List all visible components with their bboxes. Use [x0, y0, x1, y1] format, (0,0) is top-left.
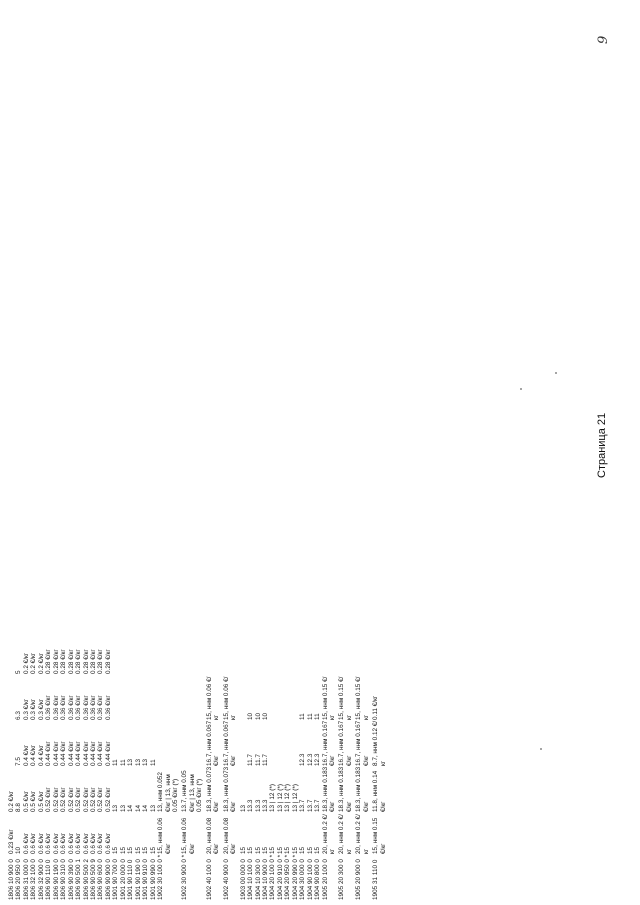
- rate-cell: 13: [112, 804, 120, 812]
- rate-cell: 20, ннм 0.08 €/кг: [222, 817, 238, 854]
- rate-cell: 13.3: [261, 799, 269, 812]
- tariff-code-cell: 1904 10 300 0: [254, 859, 262, 900]
- rate-cell: 0.5 €/кг: [22, 790, 30, 812]
- rate-cell: 15, ннм 0.15 €/кг: [372, 817, 387, 854]
- rate-cell: 13: [134, 758, 142, 766]
- table-row: [247, 400, 254, 900]
- table-row: [240, 400, 247, 900]
- rate-cell: 16.7, ннм 0.167 €/кг: [338, 720, 353, 766]
- table-row: [355, 400, 370, 900]
- table-row: [45, 400, 52, 900]
- rate-cell: 16.7, ннм 0.067 €/кг: [222, 720, 238, 766]
- rate-cell: 15, ннм 0.15 €/кг: [321, 676, 337, 720]
- tariff-code-cell: 1904 30 000 0: [299, 859, 307, 900]
- tariff-code-cell: 1806 90 500 9: [89, 859, 97, 900]
- table-row: [277, 400, 284, 900]
- rate-cell: 15: [247, 846, 255, 854]
- rate-cell: 15: [314, 846, 322, 854]
- rate-cell: 10: [254, 712, 262, 720]
- rate-cell: 13 | 12 (*): [276, 784, 284, 812]
- rate-cell: 0.11 €/кг: [372, 695, 380, 720]
- table-row: [23, 400, 30, 900]
- tariff-code-cell: 1806 90 600 0: [97, 859, 105, 900]
- rate-cell: 0.28 €/кг: [60, 649, 68, 674]
- rate-cell: 15, ннм 0.06 €/кг: [222, 676, 238, 720]
- rate-cell: 7.5: [15, 757, 23, 766]
- table-row: [15, 400, 22, 900]
- rate-cell: 16.7, ннм 0.067 €/кг: [205, 720, 221, 766]
- rate-cell: 20, ннм 0.2 €/кг: [338, 814, 353, 854]
- rate-cell: 0.36 €/кг: [45, 695, 53, 720]
- rate-cell: 0.52 €/кг: [104, 787, 112, 812]
- tariff-code-cell: 1901 90 910 0: [142, 859, 150, 900]
- rate-cell: 0.23 €/кг: [8, 829, 15, 854]
- rate-cell: 0.52 €/кг: [60, 787, 68, 812]
- rate-cell: 0.6 €/кг: [37, 832, 45, 854]
- tariff-code-cell: 1806 10 900 0: [8, 859, 15, 900]
- rate-cell: 15: [269, 846, 277, 854]
- rate-cell: 10: [247, 712, 255, 720]
- table-row: [269, 400, 276, 900]
- rate-cell: 0.4 €/кг: [22, 744, 30, 766]
- rate-cell: 0.28 €/кг: [97, 649, 105, 674]
- tariff-code-cell: 1905 20 300 0: [338, 859, 346, 900]
- rate-cell: 0.28 €/кг: [89, 649, 97, 674]
- rate-cell: 0.28 €/кг: [104, 649, 112, 674]
- table-row: [60, 400, 67, 900]
- rate-cell: 12.3: [299, 753, 307, 766]
- rate-cell: 13: [119, 804, 127, 812]
- rate-cell: 10: [261, 712, 269, 720]
- table-row: [97, 400, 104, 900]
- rate-cell: 0.44 €/кг: [75, 741, 83, 766]
- rate-cell: 0.3 €/кг: [37, 698, 45, 720]
- rate-cell: 20, ннм 0.2 €/кг: [355, 814, 370, 854]
- table-row: [157, 400, 179, 900]
- rate-cell: 15: [112, 846, 120, 854]
- rate-cell: 11: [112, 759, 120, 766]
- rate-cell: 0.6 €/кг: [45, 832, 53, 854]
- rate-cell: 13: [239, 804, 247, 812]
- rate-cell: 13.7: [299, 799, 307, 812]
- tariff-code-cell: 1806 20 950 0: [15, 859, 23, 900]
- rate-cell: 13.3: [254, 799, 262, 812]
- rate-cell: 15: [306, 846, 314, 854]
- table-row: [38, 400, 45, 900]
- rate-cell: 0.44 €/кг: [82, 741, 90, 766]
- rate-cell: 0.36 €/кг: [89, 695, 97, 720]
- rate-cell: 18.3, ннм 0.183 €/кг: [355, 766, 370, 812]
- table-row: [181, 400, 203, 900]
- rate-cell: 14: [134, 804, 142, 812]
- rate-cell: 0.3 €/кг: [30, 698, 38, 720]
- rate-cell: 0.6 €/кг: [22, 832, 30, 854]
- rate-cell: 20, ннм 0.2 €/кг: [321, 814, 337, 854]
- table-row: [105, 400, 112, 900]
- table-row: [314, 400, 321, 900]
- rate-cell: 15: [119, 846, 127, 854]
- tariff-code-cell: 1806 90 900 0: [104, 859, 112, 900]
- tariff-code-cell: 1904 10 100 0: [247, 859, 255, 900]
- rate-cell: 0.4 €/кг: [30, 744, 38, 766]
- rate-cell: 13 | 12 (*): [284, 784, 292, 812]
- tariff-code-cell: 1806 32 100 0: [30, 859, 38, 900]
- handwritten-page-mark: 9: [596, 35, 611, 44]
- rate-cell: 15: [127, 846, 135, 854]
- rate-cell: 0.6 €/кг: [67, 832, 75, 854]
- rate-cell: 0.52 €/кг: [67, 787, 75, 812]
- rate-cell: 0.3 €/кг: [22, 698, 30, 720]
- tariff-code-cell: 1902 30 900 0 *: [181, 854, 189, 900]
- rate-cell: 13.7, ннм 0.05 €/кг | 13, ннм 0.05 €/кг (*): [181, 770, 204, 812]
- rate-cell: 15: [299, 846, 307, 854]
- scan-speck: [540, 748, 542, 750]
- rate-cell: 18.3, ннм 0.183 €/кг: [321, 766, 337, 812]
- rate-cell: 0.36 €/кг: [60, 695, 68, 720]
- table-row: [90, 400, 97, 900]
- tariff-code-cell: 1904 90 800 0: [314, 859, 322, 900]
- tariff-code-cell: 1901 20 000 0: [119, 859, 127, 900]
- rate-cell: 11.7: [247, 754, 255, 766]
- rate-cell: 14: [127, 804, 135, 812]
- rate-cell: 0.52 €/кг: [52, 787, 60, 812]
- table-row: [338, 400, 353, 900]
- rate-cell: 11: [299, 713, 307, 720]
- rate-cell: 0.52 €/кг: [97, 787, 105, 812]
- rate-cell: 14: [142, 804, 150, 812]
- rate-cell: 0.44 €/кг: [45, 741, 53, 766]
- tariff-code-cell: 1806 90 500 2: [82, 859, 90, 900]
- tariff-code-cell: 1904 20 950 0 *: [284, 854, 292, 900]
- rate-cell: 16.7, ннм 0.167 €/кг: [321, 720, 337, 766]
- tariff-table: [8, 400, 387, 900]
- rate-cell: 0.2 €/кг: [22, 652, 30, 674]
- rate-cell: 11: [119, 759, 127, 766]
- rate-cell: 0.6 €/кг: [60, 832, 68, 854]
- rate-cell: 15: [291, 846, 299, 854]
- table-row: [284, 400, 291, 900]
- table-row: [127, 400, 134, 900]
- tariff-code-cell: 1904 20 100 0 *: [269, 854, 277, 900]
- rate-cell: 0.6 €/кг: [104, 832, 112, 854]
- tariff-code-cell: 1806 90 110 0: [45, 859, 53, 900]
- rate-cell: 15: [261, 846, 269, 854]
- rate-cell: 0.5 €/кг: [30, 790, 38, 812]
- rate-cell: 0.44 €/кг: [97, 741, 105, 766]
- scan-speck: [555, 372, 557, 374]
- table-row: [292, 400, 299, 900]
- table-row: [255, 400, 262, 900]
- table-row: [223, 400, 238, 900]
- rate-cell: 11: [314, 713, 322, 720]
- tariff-code-cell: 1904 10 900 0: [261, 859, 269, 900]
- rate-cell: 0.2 €/кг: [30, 652, 38, 674]
- rate-cell: 13, ннм 0.052 €/кг | 13, ннм 0.05 €/кг (*): [157, 772, 179, 812]
- rate-cell: 13 | 12 (*): [269, 784, 277, 812]
- tariff-code-cell: 1901 90 700 0: [112, 859, 120, 900]
- rate-cell: 0.6 €/кг: [82, 832, 90, 854]
- rate-cell: 6.3: [15, 711, 23, 720]
- rate-cell: 11.7: [261, 754, 269, 766]
- tariff-code-cell: 1905 31 110 0: [372, 859, 380, 900]
- rate-cell: 0.44 €/кг: [104, 741, 112, 766]
- rate-cell: 0.44 €/кг: [60, 741, 68, 766]
- rate-cell: 15, ннм 0.06 €/кг: [181, 817, 196, 854]
- rate-cell: 11: [306, 713, 314, 720]
- table-row: [135, 400, 142, 900]
- rate-cell: 15, ннм 0.06 €/кг: [205, 676, 221, 720]
- rate-cell: 13: [127, 758, 135, 766]
- table-row: [8, 400, 15, 900]
- rate-cell: 0.6 €/кг: [30, 832, 38, 854]
- rate-cell: 13 | 12 (*): [291, 784, 299, 812]
- tariff-code-cell: 1901 90 190 0: [134, 859, 142, 900]
- table-row: [68, 400, 75, 900]
- rate-cell: 13.7: [314, 799, 322, 812]
- rate-cell: 15: [142, 846, 150, 854]
- table-row: [299, 400, 306, 900]
- table-row: [262, 400, 269, 900]
- tariff-code-cell: 1806 90 190 0: [52, 859, 60, 900]
- tariff-code-cell: 1806 31 000 0: [22, 859, 30, 900]
- table-row: [75, 400, 82, 900]
- table-row: [142, 400, 149, 900]
- rate-cell: 13: [149, 804, 157, 812]
- tariff-code-cell: 1902 40 900 0: [222, 859, 230, 900]
- rate-cell: 0.28 €/кг: [45, 649, 53, 674]
- rate-cell: 0.28 €/кг: [75, 649, 83, 674]
- rate-cell: 11.7: [254, 754, 262, 766]
- rate-cell: 0.44 €/кг: [89, 741, 97, 766]
- rate-cell: 0.6 €/кг: [75, 832, 83, 854]
- rate-cell: 0.44 €/кг: [52, 741, 60, 766]
- rate-cell: 0.6 €/кг: [97, 832, 105, 854]
- rate-cell: 0.2 €/кг: [8, 790, 15, 812]
- rate-cell: 13.7: [306, 799, 314, 812]
- page-number-label: Страница 21: [596, 412, 608, 478]
- rate-cell: 18.3, ннм 0.183 €/кг: [338, 766, 353, 812]
- tariff-code-cell: 1904 20 990 0 *: [291, 854, 299, 900]
- rate-cell: 0.52 €/кг: [75, 787, 83, 812]
- rate-cell: 0.36 €/кг: [75, 695, 83, 720]
- tariff-code-cell: 1901 90 110 0: [127, 859, 135, 900]
- rate-cell: 12.3: [306, 753, 314, 766]
- rate-cell: 10: [15, 846, 23, 854]
- tariff-code-cell: 1806 90 390 0: [67, 859, 75, 900]
- rate-cell: 0.36 €/кг: [67, 695, 75, 720]
- rate-cell: 15: [134, 846, 142, 854]
- rate-cell: 15, ннм 0.06 €/кг: [157, 817, 172, 854]
- rate-cell: 0.5 €/кг: [37, 790, 45, 812]
- tariff-code-cell: 1904 20 910 0 *: [276, 854, 284, 900]
- rate-cell: 0.2 €/кг: [37, 652, 45, 674]
- rate-cell: 15, ннм 0.15 €/кг: [338, 676, 353, 720]
- rate-cell: 11.8, ннм 0.14 €/кг: [372, 770, 387, 812]
- rate-cell: 13.3: [247, 799, 255, 812]
- tariff-code-cell: 1806 90 500 1: [75, 859, 83, 900]
- table-row: [53, 400, 60, 900]
- table-row: [206, 400, 221, 900]
- rate-cell: 12.3: [314, 753, 322, 766]
- rate-cell: 15: [254, 846, 262, 854]
- rate-cell: 0.4 €/кг: [37, 744, 45, 766]
- table-row: [322, 400, 337, 900]
- rate-cell: 15, ннм 0.15 €/кг: [355, 676, 370, 720]
- rate-cell: 0.28 €/кг: [52, 649, 60, 674]
- rate-cell: 0.6 €/кг: [52, 832, 60, 854]
- tariff-code-cell: 1901 90 990 0: [149, 859, 157, 900]
- rate-cell: 13: [142, 758, 150, 766]
- tariff-code-cell: 1903 00 000 0: [239, 859, 247, 900]
- rate-cell: 0.28 €/кг: [67, 649, 75, 674]
- rate-cell: 0.52 €/кг: [89, 787, 97, 812]
- rate-cell: 15: [284, 846, 292, 854]
- rate-cell: 18.3, ннм 0.073 €/кг: [222, 766, 238, 812]
- rate-cell: 0.28 €/кг: [82, 649, 90, 674]
- table-row: [307, 400, 314, 900]
- rate-cell: 16.7, ннм 0.167 €/кг: [355, 720, 370, 766]
- scan-speck: [520, 388, 522, 390]
- rate-cell: 0.52 €/кг: [82, 787, 90, 812]
- rate-cell: 11: [149, 759, 157, 766]
- rate-cell: 0.52 €/кг: [45, 787, 53, 812]
- tariff-code-cell: 1806 90 310 0: [60, 859, 68, 900]
- rate-cell: 15: [149, 846, 157, 854]
- rate-cell: 0.36 €/кг: [97, 695, 105, 720]
- rate-cell: 0.44 €/кг: [67, 741, 75, 766]
- tariff-code-cell: 1905 20 900 0: [355, 859, 363, 900]
- rate-cell: 15: [276, 846, 284, 854]
- rate-cell: 5: [15, 670, 23, 674]
- rate-cell: 8.7, ннм 0.12 €/кг: [372, 720, 387, 766]
- rate-cell: 0.36 €/кг: [82, 695, 90, 720]
- table-row: [120, 400, 127, 900]
- tariff-code-cell: 1902 30 100 0 *: [157, 854, 165, 900]
- rate-cell: 0.36 €/кг: [104, 695, 112, 720]
- rate-cell: 20, ннм 0.08 €/кг: [205, 817, 221, 854]
- tariff-code-cell: 1806 32 900 0: [37, 859, 45, 900]
- table-row: [83, 400, 90, 900]
- rate-cell: 18.3, ннм 0.073 €/кг: [205, 766, 221, 812]
- table-row: [372, 400, 387, 900]
- rate-cell: 15: [239, 846, 247, 854]
- rate-cell: 0.6 €/кг: [89, 832, 97, 854]
- tariff-code-cell: 1902 40 100 0: [205, 859, 213, 900]
- table-row: [112, 400, 119, 900]
- table-row: [30, 400, 37, 900]
- table-row: [150, 400, 157, 900]
- rate-cell: 8.8: [15, 803, 23, 812]
- tariff-code-cell: 1904 90 100 0: [306, 859, 314, 900]
- tariff-code-cell: 1905 20 100 0: [321, 859, 329, 900]
- rate-cell: 0.36 €/кг: [52, 695, 60, 720]
